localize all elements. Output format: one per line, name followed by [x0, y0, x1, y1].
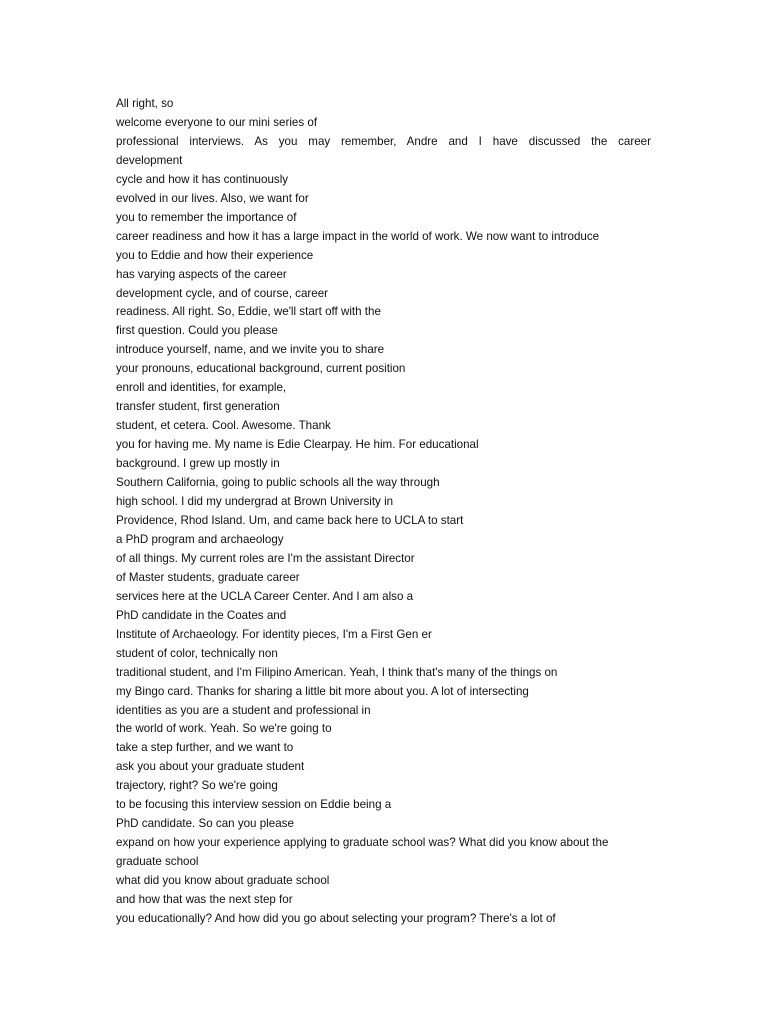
transcript-text: [116, 95, 651, 929]
text-line: development: [116, 153, 183, 167]
text-line: career readiness and how it has a large impact in the world of work. We now want to introduce: [116, 229, 600, 243]
text-line: All right, so: [116, 97, 174, 110]
text-line: enroll and identities, for example,: [116, 381, 287, 395]
text-line: graduate school: [116, 855, 199, 869]
text-line: you for having me. My name is Edie Clearpay. He him. For educational: [116, 438, 479, 452]
text-line: evolved in our lives. Also, we want for: [116, 191, 309, 205]
text-line: professional interviews. As you may remember, Andre and I have discussed the career: [116, 134, 651, 148]
text-line: trajectory, right? So we're going: [116, 779, 278, 793]
text-line: background. I grew up mostly in: [116, 457, 280, 471]
text-line: student of color, technically non: [116, 646, 278, 660]
text-line: Providence, Rhod Island. Um, and came back here to UCLA to start: [116, 513, 464, 527]
text-line: Institute of Archaeology. For identity pieces, I'm a First Gen er: [116, 627, 432, 641]
text-line: expand on how your experience applying to graduate school was? What did you know about the: [116, 836, 609, 850]
text-line: welcome everyone to our mini series of: [116, 115, 318, 129]
text-line: traditional student, and I'm Filipino American. Yeah, I think that's many of the things on: [116, 665, 558, 679]
text-line: Southern California, going to public schools all the way through: [116, 476, 440, 490]
text-line: you educationally? And how did you go about selecting your program? There's a lot of: [116, 911, 556, 925]
text-line: has varying aspects of the career: [116, 267, 287, 281]
text-line: first question. Could you please: [116, 324, 278, 338]
text-line: and how that was the next step for: [116, 893, 293, 907]
text-line: your pronouns, educational background, current position: [116, 362, 406, 376]
text-line: the world of work. Yeah. So we're going to: [116, 722, 332, 736]
text-line: cycle and how it has continuously: [116, 172, 289, 186]
text-line: you to remember the importance of: [116, 210, 297, 224]
text-line: high school. I did my undergrad at Brown University in: [116, 495, 394, 509]
text-line: services here at the UCLA Career Center. And I am also a: [116, 589, 414, 603]
text-line: of all things. My current roles are I'm the assistant Director: [116, 551, 415, 565]
text-line: PhD candidate in the Coates and: [116, 608, 287, 622]
text-line: my Bingo card. Thanks for sharing a little bit more about you. A lot of intersecting: [116, 684, 529, 698]
text-line: to be focusing this interview session on Eddie being a: [116, 798, 392, 812]
text-line: readiness. All right. So, Eddie, we'll start off with the: [116, 305, 381, 319]
text-line: what did you know about graduate school: [116, 874, 330, 888]
text-line: a PhD program and archaeology: [116, 532, 284, 546]
text-line: identities as you are a student and professional in: [116, 703, 371, 717]
text-line: you to Eddie and how their experience: [116, 248, 314, 262]
text-line: transfer student, first generation: [116, 400, 280, 414]
text-line: student, et cetera. Cool. Awesome. Thank: [116, 419, 331, 433]
text-line: of Master students, graduate career: [116, 570, 300, 584]
text-line: take a step further, and we want to: [116, 741, 294, 755]
text-line: ask you about your graduate student: [116, 760, 305, 774]
text-line: PhD candidate. So can you please: [116, 817, 294, 831]
text-line: introduce yourself, name, and we invite you to share: [116, 343, 385, 357]
text-line: development cycle, and of course, career: [116, 286, 329, 300]
